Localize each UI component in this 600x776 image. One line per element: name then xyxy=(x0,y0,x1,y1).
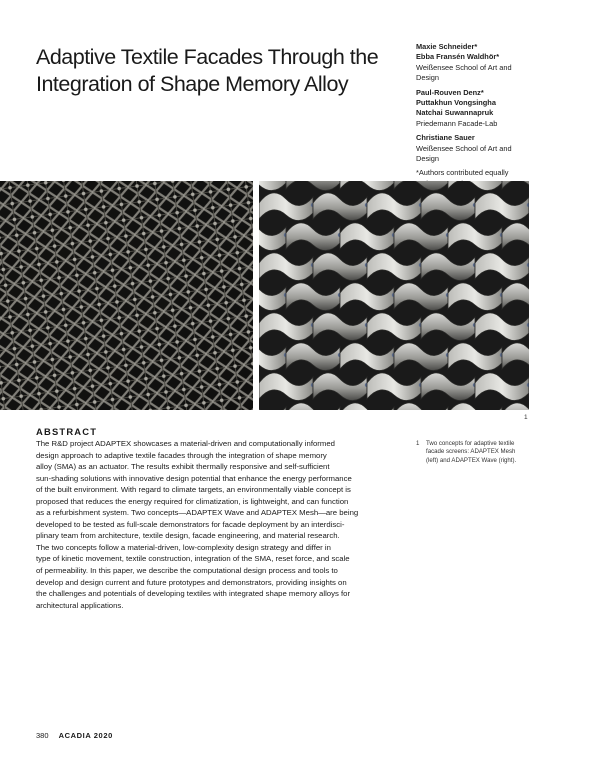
caption-number: 1 xyxy=(416,440,420,447)
abstract-line: as a refurbishment system. Two concepts—ADAPTEX Wave and ADAPTEX Mesh—are being xyxy=(36,508,359,518)
abstract-line: alloy (SMA) as an actuator. The results exhibit thermally responsive and self-sufficient xyxy=(36,462,330,472)
figure-1 xyxy=(0,181,529,410)
author-name: Ebba Fransén Waldhör* xyxy=(416,52,500,62)
wave-photo xyxy=(259,181,529,410)
title-line: Adaptive Textile Facades Through the xyxy=(36,45,379,69)
abstract-line: design approach to adaptive textile facades through the integration of shape memory xyxy=(36,450,327,460)
abstract-line: architectural applications. xyxy=(36,600,124,610)
abstract-line: of permeability. In this paper, we describe the computational design process and tools to xyxy=(36,566,338,576)
caption-line: facade screens: ADAPTEX Mesh xyxy=(426,448,516,456)
abstract-line: sun-shading solutions with innovative design potential that enhance the energy performance xyxy=(36,473,352,483)
abstract-line: of the built environment. With regard to climate targets, an environmentally viable concept is xyxy=(36,485,351,495)
abstract-line: develop and design current and future prototypes and demonstrators, providing insights on xyxy=(36,577,347,587)
author-name: Paul-Rouven Denz* xyxy=(416,87,484,97)
author-affiliation: Priedemann Facade-Lab xyxy=(416,118,498,128)
author-affiliation: Design xyxy=(416,154,440,164)
abstract-line: the challenges and potentials of developing textiles with integrated shape memory alloys for xyxy=(36,589,351,599)
paper-title xyxy=(36,44,396,98)
abstract-line: type of kinetic movement, textile construction, integration of the SMA, reset force, and scale xyxy=(36,554,350,564)
abstract-line: The R&D project ADAPTEX showcases a material-driven and computationally informed xyxy=(36,439,335,448)
abstract-text xyxy=(36,438,398,611)
author-block xyxy=(416,42,586,189)
conference-name: ACADIA 2020 xyxy=(58,731,113,740)
author-affiliation: Weißensee School of Art and xyxy=(416,143,512,153)
author-affiliation: Design xyxy=(416,73,440,83)
author-affiliation: Weißensee School of Art and xyxy=(416,62,512,72)
page-number: 380 xyxy=(36,731,49,740)
author-name: Christiane Sauer xyxy=(416,133,475,143)
author-name: Maxie Schneider* xyxy=(416,42,478,51)
author-note: *Authors contributed equally xyxy=(416,168,509,178)
mesh-photo xyxy=(0,181,253,410)
abstract-line: The two concepts follow a material-driven, low-complexity design strategy and differ in xyxy=(36,542,331,552)
author-name: Puttakhun Vongsingha xyxy=(416,98,496,108)
abstract-line: plinary team from architecture, textile design, facade engineering, and material research. xyxy=(36,531,340,541)
page-footer xyxy=(36,731,113,740)
title-line: Integration of Shape Memory Alloy xyxy=(36,72,349,96)
caption-line: Two concepts for adaptive textile xyxy=(426,440,515,447)
abstract-heading: ABSTRACT xyxy=(36,426,98,437)
abstract-line: developed to be tested as full-scale demonstrators for facade deployment by an interdisci- xyxy=(36,519,345,529)
abstract-line: proposed that reduces the energy required for climatization, is lightweight, and can function xyxy=(36,496,349,506)
caption-line: (left) and ADAPTEX Wave (right). xyxy=(426,456,517,464)
figure-number: 1 xyxy=(524,414,528,421)
author-name: Natchai Suwannapruk xyxy=(416,108,494,118)
